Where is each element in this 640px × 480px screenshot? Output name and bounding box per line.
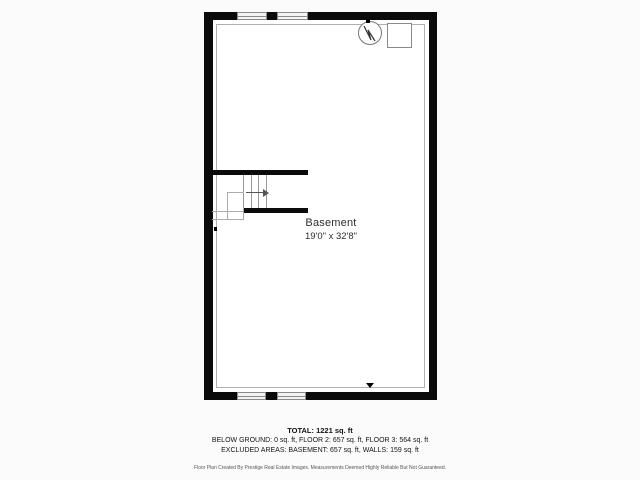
window-top-right	[277, 12, 308, 20]
area-summary	[0, 426, 640, 472]
window-pane-line	[278, 16, 307, 17]
floors-area-text: BELOW GROUND: 0 sq. ft, FLOOR 2: 657 sq. ft, FLOOR 3: 564 sq. ft	[211, 437, 429, 444]
window-bottom-right	[277, 392, 306, 400]
furnace-icon	[387, 23, 412, 48]
window-bottom-left	[237, 392, 266, 400]
water-heater-top-marker	[366, 19, 370, 23]
left-wall	[204, 12, 213, 400]
excluded-area-text: EXCLUDED AREAS: BASEMENT: 657 sq. ft, WALLS: 159 sq. ft	[221, 447, 419, 454]
water-heater-zigzag-icon	[359, 22, 381, 44]
window-pane-line	[238, 396, 265, 397]
window-top-left	[237, 12, 267, 20]
bottom-wall-marker-icon	[366, 383, 374, 388]
window-pane-line	[238, 16, 266, 17]
stair-entry-marker	[214, 227, 217, 231]
disclaimer-text: Floor Plan Created By Prestige Real Estate Images. Measurements Deemed Highly Reliable But Not Guaranteed.	[193, 465, 447, 471]
landing-line	[212, 219, 244, 220]
stair-upper-wall	[204, 170, 308, 175]
water-heater-icon	[358, 21, 382, 45]
landing-line	[227, 192, 228, 220]
window-pane-line	[278, 396, 305, 397]
room-interior-outline	[216, 24, 425, 388]
total-area-text: TOTAL: 1221 sq. ft	[287, 426, 353, 435]
stair-lower-wall	[243, 208, 308, 213]
stairs-direction-arrow-icon	[246, 192, 264, 193]
stairs-direction-arrowhead-icon	[263, 189, 269, 197]
landing-line	[243, 208, 244, 220]
room-label: Basement	[305, 217, 357, 229]
landing-line	[212, 211, 243, 212]
room-dimensions: 19'0" x 32'8"	[304, 231, 358, 242]
landing-line	[227, 192, 244, 193]
